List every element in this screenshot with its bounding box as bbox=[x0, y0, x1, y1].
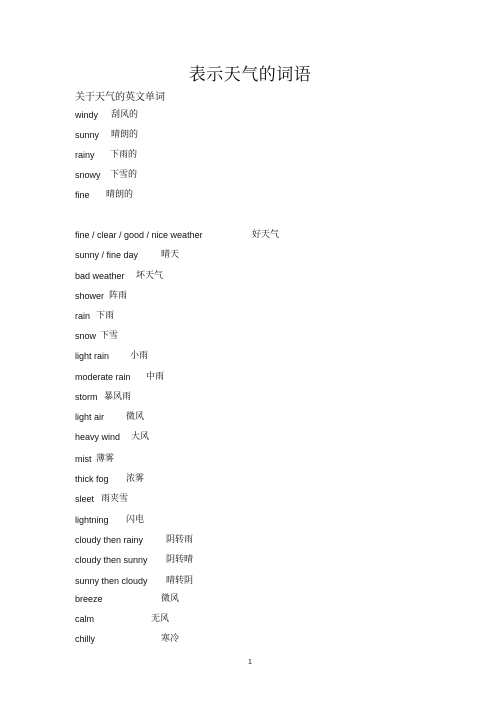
entry-english: lightning bbox=[75, 515, 109, 525]
list-item bbox=[75, 290, 128, 303]
list-item bbox=[75, 149, 138, 162]
list-item bbox=[75, 575, 194, 588]
entry-english: rain bbox=[75, 311, 91, 321]
entry-english: sunny / fine day bbox=[75, 250, 139, 260]
list-item bbox=[75, 270, 164, 283]
list-item bbox=[75, 350, 149, 363]
list-item bbox=[75, 431, 150, 444]
entry-chinese: 好天气 bbox=[252, 230, 280, 240]
entry-chinese: 下雪的 bbox=[110, 170, 138, 180]
entry-chinese: 雨夹雪 bbox=[101, 494, 129, 504]
entry-chinese: 微风 bbox=[126, 412, 145, 422]
entry-chinese: 下雨的 bbox=[110, 150, 138, 160]
list-item bbox=[75, 169, 138, 182]
entry-chinese: 浓雾 bbox=[126, 474, 145, 484]
list-item bbox=[75, 189, 134, 202]
list-item bbox=[75, 310, 115, 323]
entry-chinese: 微风 bbox=[161, 594, 180, 604]
section-subtitle: 关于天气的英文单词 bbox=[75, 92, 165, 103]
entry-english: fine / clear / good / nice weather bbox=[75, 230, 203, 240]
list-item bbox=[75, 534, 194, 547]
entry-english: rainy bbox=[75, 150, 95, 160]
entry-chinese: 闪电 bbox=[126, 515, 145, 525]
list-item bbox=[75, 249, 180, 262]
entry-english: storm bbox=[75, 392, 98, 402]
entry-english: breeze bbox=[75, 594, 103, 604]
list-item bbox=[75, 330, 119, 343]
page-title: 表示天气的词语 bbox=[188, 65, 312, 85]
list-item bbox=[75, 554, 194, 567]
entry-chinese: 下雨 bbox=[96, 311, 115, 321]
entry-english: sunny bbox=[75, 130, 100, 140]
list-item bbox=[75, 514, 145, 527]
list-item bbox=[75, 473, 145, 486]
entry-english: calm bbox=[75, 614, 95, 624]
list-item bbox=[75, 229, 280, 242]
entry-chinese: 晴朗的 bbox=[106, 190, 134, 200]
entry-english: snow bbox=[75, 331, 97, 341]
entry-chinese: 晴天 bbox=[161, 250, 180, 260]
list-item bbox=[75, 633, 180, 646]
entry-english: cloudy then sunny bbox=[75, 555, 148, 565]
list-item bbox=[75, 593, 180, 606]
entry-english: moderate rain bbox=[75, 372, 131, 382]
entry-english: bad weather bbox=[75, 271, 125, 281]
entry-chinese: 大风 bbox=[131, 432, 150, 442]
entry-chinese: 刮风的 bbox=[111, 110, 139, 120]
list-item bbox=[75, 613, 170, 626]
entry-english: light air bbox=[75, 412, 105, 422]
list-item bbox=[75, 371, 165, 384]
page-number: 1 bbox=[248, 659, 252, 666]
entry-english: heavy wind bbox=[75, 432, 121, 442]
entry-chinese: 坏天气 bbox=[136, 271, 164, 281]
entry-chinese: 寒冷 bbox=[161, 634, 180, 644]
list-item bbox=[75, 109, 139, 122]
entry-chinese: 晴转阴 bbox=[166, 576, 194, 586]
entry-chinese: 暴风雨 bbox=[104, 392, 132, 402]
entry-chinese: 晴朗的 bbox=[111, 130, 139, 140]
entry-chinese: 薄雾 bbox=[96, 454, 115, 464]
entry-english: light rain bbox=[75, 351, 110, 361]
list-item bbox=[75, 411, 145, 424]
list-item bbox=[75, 493, 129, 506]
entry-english: sunny then cloudy bbox=[75, 576, 148, 586]
entry-english: shower bbox=[75, 291, 105, 301]
entry-chinese: 下雪 bbox=[100, 331, 119, 341]
entry-english: fine bbox=[75, 190, 90, 200]
entry-chinese: 阴转雨 bbox=[166, 535, 194, 545]
list-item bbox=[75, 391, 132, 404]
entry-english: thick fog bbox=[75, 474, 109, 484]
entry-english: windy bbox=[75, 110, 99, 120]
entry-chinese: 中雨 bbox=[146, 372, 165, 382]
entry-english: mist bbox=[75, 454, 92, 464]
entry-chinese: 阵雨 bbox=[109, 291, 128, 301]
entry-chinese: 小雨 bbox=[130, 351, 149, 361]
entry-chinese: 无风 bbox=[151, 614, 170, 624]
entry-chinese: 阴转晴 bbox=[166, 555, 194, 565]
entry-english: chilly bbox=[75, 634, 96, 644]
list-item bbox=[75, 453, 115, 466]
entry-english: cloudy then rainy bbox=[75, 535, 144, 545]
entry-english: snowy bbox=[75, 170, 101, 180]
entry-english: sleet bbox=[75, 494, 95, 504]
list-item bbox=[75, 129, 139, 142]
